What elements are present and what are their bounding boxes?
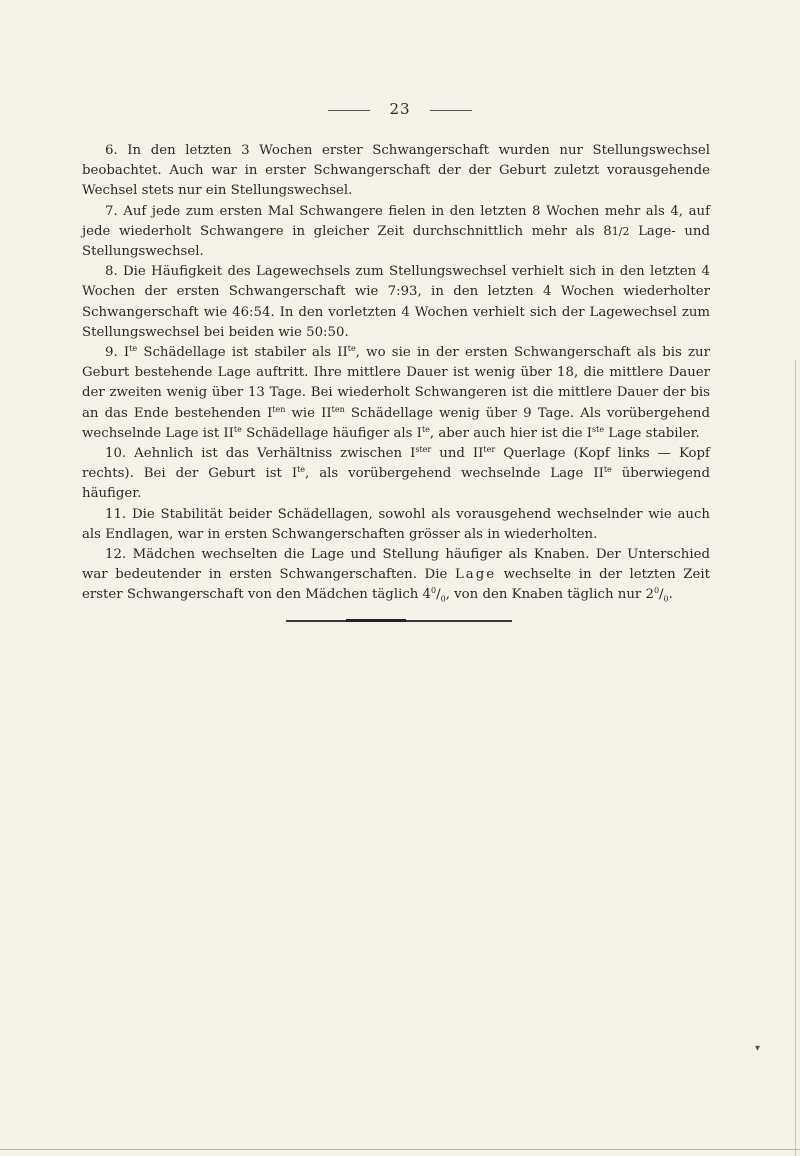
paragraph-text: Schädellage wenig über 9 Tage. Als vorübergehend wechselnde Lage ist II [82, 405, 710, 441]
body-text [82, 141, 710, 610]
ordinal-superscript: ste [592, 424, 605, 434]
paragraph-text: und II [431, 446, 484, 462]
ordinal-superscript: te [421, 424, 430, 434]
page-edge-bottom [0, 1149, 800, 1150]
percent-superscript: 0 [431, 586, 437, 596]
paragraph-text: Die Häufigkeit des Lagewechsels zum Stellungswechsel verhielt sich in den letzten 4 Wochen der ersten Schwangerschaft wie 7:93, in den letzten 4 Wochen wiederholter Schwangerschaft wie 46:54. In den vorletzten 4 Wochen verhielt sich der Lagewechsel zum Stellungswechsel bei beiden wie 50:50. [82, 264, 710, 340]
paragraph-number: 6. [105, 143, 118, 158]
paragraph-text: überwiegend häufiger. [82, 466, 710, 502]
ordinal-superscript: te [297, 465, 306, 475]
header-dash-right [430, 110, 472, 111]
paragraph-6 [82, 141, 710, 202]
paragraph-9 [82, 343, 710, 444]
paragraph-text: Schädellage häufiger als I [241, 425, 422, 441]
ordinal-superscript: te [347, 344, 356, 354]
ordinal-superscript: te [129, 344, 138, 354]
paragraph-number: 12. [105, 547, 127, 563]
section-divider [286, 620, 512, 622]
paragraph-text: Aehnlich ist das Verhältniss zwischen I [134, 446, 416, 462]
paragraph-10 [82, 444, 710, 505]
percent-subscript: 0 [440, 595, 446, 605]
ordinal-superscript: te [603, 465, 612, 475]
paragraph-text: wechselte in der letzten Zeit erster Schwangerschaft von den Mädchen täglich 4 [82, 567, 710, 603]
paragraph-text: Die Stabilität beider Schädellagen, sowohl als vorausgehend wechselnder wie auch als Endlagen, war in ersten Schwangerschaften grösser als in wiederholten. [82, 506, 710, 542]
paragraph-text: Querlage (Kopf links — Kopf rechts). Bei der Geburt ist I [82, 446, 710, 482]
paragraph-number: 9. [105, 345, 118, 361]
paragraph-text: Auf jede zum ersten Mal Schwangere fielen in den letzten 8 Wochen mehr als 4, auf jede wiederholt Schwangere in gleicher Zeit durchschnittlich mehr als 8 [82, 203, 710, 239]
page-edge-right [795, 360, 796, 1156]
percent-superscript: 0 [653, 586, 660, 596]
paragraph-text: Lage stabiler. [604, 425, 700, 441]
paragraph-text: , wo sie in der ersten Schwangerschaft als bis zur Geburt bestehende Lage auftritt. Ihre mittlere Dauer ist wenig über 18, die mittlere Dauer der zweiten wenig über 13 Tage. Bei wiederholt Schwangeren ist die mittlere Dauer der bis an das Ende bestehenden I [82, 345, 710, 421]
paragraph-number: 11. [105, 506, 127, 522]
paragraph-text: wie II [285, 405, 332, 421]
ordinal-superscript: ten [272, 404, 286, 414]
paragraph-text: . [668, 587, 673, 603]
paragraph-text: I [123, 345, 130, 361]
ordinal-superscript: ter [483, 445, 496, 455]
paragraph-12 [82, 545, 710, 610]
paragraph-8 [82, 262, 710, 343]
paragraph-number: 8. [105, 264, 118, 280]
ordinal-superscript: te [233, 424, 242, 434]
page-header [0, 100, 800, 118]
fraction: 1/2 [611, 224, 630, 238]
print-speck: ▾ [754, 1043, 760, 1054]
paragraph-11 [82, 505, 710, 545]
paragraph-number: 10. [105, 446, 127, 462]
paragraph-text: In den letzten 3 Wochen erster Schwangerschaft wurden nur Stellungswechsel beobachtet. Auch war in erster Schwangerschaft der der Geburt zuletzt vorausgehende Wechsel stets nur ein Stellungswechsel. [82, 143, 710, 199]
ordinal-superscript: ten [331, 404, 345, 414]
paragraph-text: Mädchen wechselten die Lage und Stellung häufiger als Knaben. Der Unterschied war bedeutender in ersten Schwangerschaften. Die [82, 547, 710, 583]
ordinal-superscript: ster [415, 445, 432, 455]
paragraph-number: 7. [105, 203, 118, 219]
percent-subscript: 0 [663, 595, 669, 605]
paragraph-7 [82, 202, 710, 263]
percent-slash: / [659, 587, 664, 603]
paragraph-text: , von den Knaben täglich nur 2 [445, 587, 654, 603]
paragraph-text: , als vorübergehend wechselnde Lage II [305, 466, 604, 482]
paragraph-text: Lage- und Stellungswechsel. [82, 223, 710, 260]
paragraph-text: , aber auch hier ist die I [429, 425, 592, 441]
spaced-emphasis: Lage [454, 567, 497, 583]
paragraph-text: Schädellage ist stabiler als II [137, 345, 348, 361]
header-dash-left [328, 110, 370, 111]
percent-slash: / [436, 587, 441, 603]
page-number: 23 [389, 100, 411, 118]
